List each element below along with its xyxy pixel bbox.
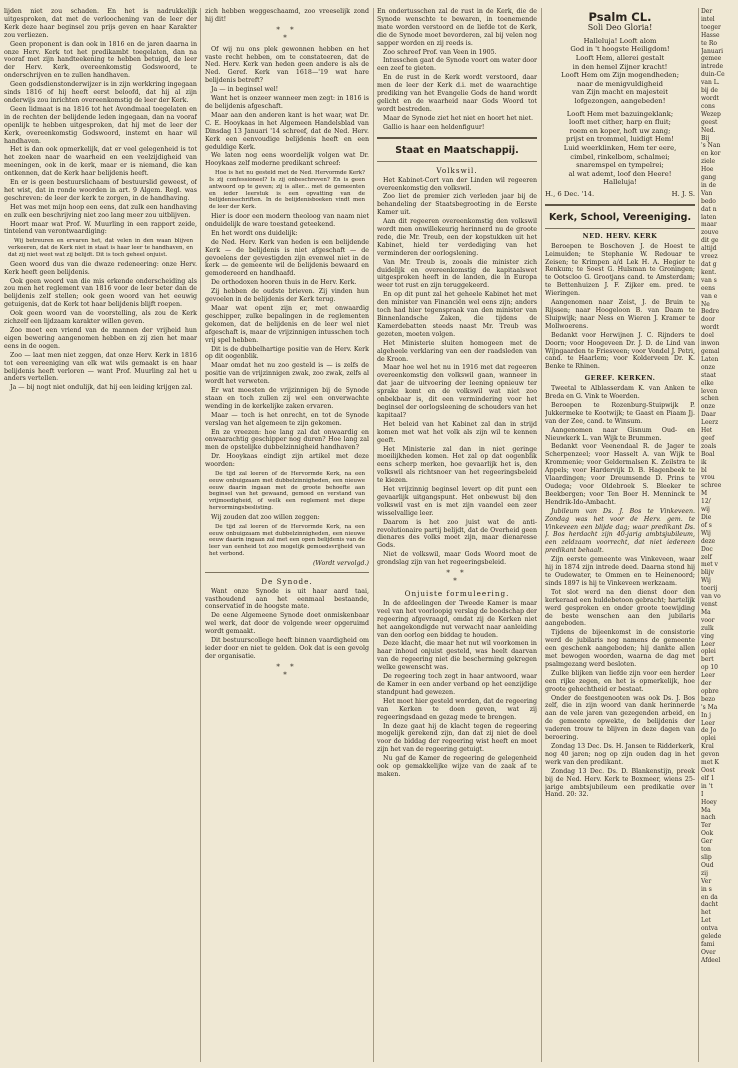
fragment-line: op 10 bbox=[701, 664, 718, 672]
paragraph: Zoo liet de premier zich verleden jaar bij de behandeling der Staatsbegrooting in de Eerste Kamer uit. bbox=[377, 193, 537, 217]
paragraph: Ja — bij nogt niet ondulijk, dat hij een leiding krijgen zal. bbox=[10, 384, 193, 392]
paragraph: Daarom is het zoo juist wat de anti-revolutionaire partij belijdt, dat de Overheid geen dienares des volks moet zijn, maar dienaresse Gods. bbox=[377, 518, 537, 550]
paragraph: Tot slot werd na den dienst door den kerkeraad een huldebetoon gebracht; hartelijk werd gesproken en onder groote toewijding de beste wenschen aan den jubilaris aangeboden. bbox=[545, 588, 695, 628]
paragraph: Intusschen gaat de Synode voort om water door een zeef te gieten. bbox=[377, 57, 537, 73]
fragment-line: van vo bbox=[701, 593, 721, 601]
psalm-line: Looft Hem met bazuingeklank; bbox=[566, 109, 674, 118]
paragraph: Dit is de dubbelhartige positie van de Herv. Kerk op dit oogenblik. bbox=[205, 345, 369, 361]
paragraph: Zijn eerste gemeente was Vinkeveen, waar hij in 1874 zijn intrede deed. Daarna stond hij te Oudewater, te Ommen en te Heinenoord; sinds 1897 is hij te Vinkeveen werkzaam. bbox=[545, 556, 695, 587]
fragment-line: zoals bbox=[701, 442, 717, 450]
paragraph: Aangenomen naar Gisnum Oud- en Nieuwkerk L. van Wijk te Brummen. bbox=[545, 426, 695, 442]
psalm-line: in den hemel Zijner kracht! bbox=[572, 62, 668, 71]
paragraph: Ook geen woord van de voorstelling, als zou de Kerk zichzelf een lijdzaam karakter willen geven. bbox=[4, 310, 197, 326]
fragment-line: Van bbox=[701, 189, 713, 197]
paragraph: Ja — in beginsel wel! bbox=[211, 86, 279, 94]
fragment-line: zouve bbox=[701, 229, 719, 237]
fragment-line: bezo bbox=[701, 695, 716, 703]
fragment-line: in s bbox=[701, 885, 712, 893]
paragraph: Geen woord dus van die dwaze redeneering: onze Herv. Kerk heeft geen belijdenis. bbox=[4, 260, 197, 276]
paragraph: En ondertusschen zal de rust in de Kerk, die de Synode wenschte te bewaren, in toenemende mate worden verstoord en de liefde tot de Kerk, die de Synode moet bevorderen, zal bij velen nog sapper worden en zij reeds is. bbox=[377, 8, 537, 47]
section-heading: Kerk, School, Vereeniging. bbox=[548, 211, 692, 223]
fragment-line: Leer bbox=[701, 640, 715, 648]
fragment-line: toerij bbox=[701, 585, 718, 593]
fragment-line: met K bbox=[701, 759, 720, 767]
fragment-line: schen bbox=[701, 395, 719, 403]
fragment-line: voor bbox=[701, 616, 715, 624]
psalm-date: H., 6 Dec. '14. bbox=[545, 189, 595, 198]
column-1 bbox=[4, 8, 197, 1062]
paragraph: En ze vreezen: hoe lang zal dat onwaardig en onwaarachtig geschipper nog duren? Hoe lang zal men de opstelijke dubbelzinnigheid handhaven? bbox=[205, 428, 369, 452]
fragment-line: wordt bbox=[701, 324, 719, 332]
psalm-line: Halleluja! bbox=[603, 178, 637, 187]
paragraph: Nu gaf de Kamer de regeering de gelegenheid ook op gemakkelijke wijze van de zaak af te maken. bbox=[377, 755, 537, 778]
fragment-line: bij de bbox=[701, 87, 718, 95]
fragment-line: Daar bbox=[701, 411, 716, 419]
paragraph: Maar — toch is het onrecht, en tot de Synode verslag van het algemeen te zijn gekomen. bbox=[205, 411, 369, 427]
column-5-cropped bbox=[701, 8, 738, 1062]
column-rule bbox=[698, 8, 699, 1062]
fragment-line: bedo bbox=[701, 197, 716, 205]
paragraph: Het was met mijn hoop een eens, dat zulk een handhaving en zulk een beschrijving niet zoo lang meer zou uitblijven. bbox=[4, 203, 197, 219]
column-rule bbox=[541, 8, 542, 1062]
fragment-line: Laten bbox=[701, 355, 719, 363]
fragment-line: eens bbox=[701, 284, 716, 292]
paragraph: zich hebben weggeschaamd, zoo vreeselijk zond hij dit! bbox=[205, 8, 369, 23]
fragment-line: van s bbox=[701, 276, 717, 284]
fragment-line: nach bbox=[701, 814, 716, 822]
psalm-verse bbox=[545, 110, 695, 187]
fragment-line: Kral bbox=[701, 743, 714, 751]
fragment-line: opbre bbox=[701, 687, 719, 695]
divider bbox=[545, 204, 695, 206]
fragment-line: Oost bbox=[701, 767, 716, 774]
paragraph: Zulke blijken van liefde zijn voor een herder een rijke zegen, en het is opmerkelijk, hoe groote gehechtheid er bestaat. bbox=[545, 669, 695, 693]
fragment-line: bl bbox=[701, 466, 707, 474]
fragment-line: in de bbox=[701, 181, 717, 189]
paragraph: Het moet hier gesteld worden, dat de regeering van Kerken te doen geven, wat zij regeeringsdaad en gezag mede te brengen. bbox=[377, 697, 537, 721]
fragment-line: bert bbox=[701, 656, 714, 664]
fragment-line: Hoe bbox=[701, 166, 714, 174]
fragment-line: gemee bbox=[701, 55, 722, 63]
psalm-line: al wat ademt, loof den Heere! bbox=[568, 169, 672, 178]
fragment-line: Hoey bbox=[701, 798, 717, 806]
fragment-line: ontva bbox=[701, 925, 718, 933]
fragment-line: Leer bbox=[701, 672, 715, 680]
paragraph: Onder de feestgenooten was ook Ds. J. Bos zelf, die in zijn woord van dank herinnerde aan de vele jaren van gezegenden arbeid, en de gemeente opwekte, de belijdenis der vaderen trouw te blijven in deze dagen van beroering. bbox=[545, 694, 695, 742]
fragment-line: der bbox=[701, 680, 712, 688]
paragraph: Het is dan ook opmerkelijk, dat er veel gelegenheid is tot het zoeken naar de waarheid en een veelzijdigheid van meeningen, ook in de kerk, maar er is niemand, die kan ontkennen, dat de Kerk haar belijdenis heeft. bbox=[4, 146, 197, 178]
fragment-line: vrou bbox=[701, 474, 715, 482]
fragment-line: Hasse bbox=[701, 31, 720, 39]
fragment-line: Ger bbox=[701, 838, 713, 846]
fragment-line: I bbox=[701, 790, 704, 798]
paragraph: Niet de volkswil, maar Gods Woord moet de grondslag zijn van het regeeringsbeleid. bbox=[377, 551, 537, 567]
fragment-line: Der bbox=[701, 8, 713, 15]
fragment-line: dat g bbox=[701, 261, 717, 268]
fragment-line: onze bbox=[701, 403, 716, 411]
paragraph: En de rust in de Kerk wordt verstoord, daar men de leer der Kerk d.i. met de waarachtige prediking van het Evangelie Gods de hand wordt gelicht en de waarheid naar Gods Woord tot wordt bestreden. bbox=[377, 74, 537, 113]
column-3 bbox=[377, 8, 537, 1062]
fragment-line: Afdeel bbox=[701, 956, 721, 964]
fragment-line: Ne bbox=[701, 300, 710, 308]
paragraph: De orthodoxen hooren thuis in de Herv. Kerk. bbox=[211, 279, 357, 287]
paragraph: Beroepen te Rozenburg-Stuipwijk P. Jukkermeke te Kootwijk; te Gaast en Piaam Jj. van der Zee, cand. te Winsum. bbox=[545, 401, 695, 425]
paragraph: Wij zouden dat zoo willen zeggen: bbox=[211, 513, 320, 521]
section-heading: Staat en Maatschappij. bbox=[395, 144, 519, 156]
continued-note: (Wordt vervolgd.) bbox=[312, 559, 369, 567]
paragraph: Maar omdat het nu zoo gesteld is — is zelfs de positie van de vrijzinnigen zwak, zoo zwak, zelfs al wordt het verweten. bbox=[205, 362, 369, 386]
fragment-line: deze bbox=[701, 537, 716, 545]
psalm-line: Halleluja! Looft alom bbox=[583, 36, 657, 45]
fragment-line: M bbox=[701, 490, 708, 498]
fragment-line: laten bbox=[701, 213, 717, 221]
fragment-line: oplei bbox=[701, 648, 716, 656]
fragment-line: ziele bbox=[701, 158, 716, 166]
fragment-line: fami bbox=[701, 940, 715, 948]
paragraph: Aan dit regeeren overeenkomstig den volkswil wordt men onwillekeurig herinnerd nu de groote rede, die Mr. Treub, een der kopstukken uit het Kabinet, hield ter verdediging van het verminderen der oorlogslening. bbox=[377, 218, 537, 257]
divider bbox=[377, 137, 537, 139]
fragment-line: Ma bbox=[701, 806, 711, 814]
fragment-line: door bbox=[701, 316, 715, 324]
fragment-line: Boal bbox=[701, 450, 715, 458]
article-heading: Volkswil. bbox=[436, 165, 478, 175]
fragment-line: Ook bbox=[701, 830, 714, 838]
paragraph: In deze gaat hij de klacht tegen de regeering mogelijk gerekend zijn, dan dat zij niet de doel voor de biddag der regeering wist heeft en moet zijn het van de regeering getuigt. bbox=[377, 722, 537, 754]
fragment-line: wordt bbox=[701, 94, 719, 102]
paragraph: Tweetal te Alblasserdam K. van Anken te Breda en G. Vink te Woerden. bbox=[545, 385, 695, 401]
paragraph: Aangenomen naar Zeist, J. de Bruin te Rijssen; naar Hoogeloon B. van Daam te Sluipwijk; naar Ness en Wieren J. Kramer te Mollwoerens. bbox=[545, 299, 695, 330]
fragment-line: geest bbox=[701, 118, 718, 126]
paragraph: Of wij nu ons plek gewonnen hebben en het vaste recht hebben, om te constateeren, dat de Ned. Herv. Kerk van heden geen andere is als de Ned. Geref. Kerk van 1618—'19 wat hare belijdenis betreft? bbox=[205, 45, 369, 85]
psalm-line: looft met cither, harp en fluit; bbox=[569, 118, 671, 127]
section-divider: * * * bbox=[446, 569, 468, 585]
psalm-line: snaremspel en tympelrei; bbox=[576, 161, 664, 170]
paragraph: En er is geen bestuurslichaam of bestuurslid geweest, of het wist, dat in ronde woorden in art. 9 Algem. Regl. was geschreven: de leer der kerk te zorgen, in de handhaving. bbox=[4, 179, 197, 202]
fragment-line: intel bbox=[701, 15, 715, 23]
paragraph: Bedankt voor Herwijnen J. C. Rijnders te Doorn; voor Hoogeveen Dr. J. D. de Lind van Wijngaarden te Friesveen; voor Vondel J. Petri, cand. te Haarlem; voor Kolderveen Dr. K. Benke te Rhinen. bbox=[545, 331, 695, 371]
fragment-line: elke bbox=[701, 379, 714, 387]
quotation: De tijd zal leeren of de Hervormde Kerk, na een eeuw onbuigzaam met dubbelzinnigheden, een nieuwe eeuw daarin ingaan zal met een open belijdenis van de leer van eenheid tot zoo mogelijk gemoedsvrijheid van het verbond. bbox=[209, 523, 365, 557]
fragment-line: te Ro bbox=[701, 39, 717, 47]
paragraph: Het Ministerie zal dan in niet geringe moeilijkheden komen. Het zal op dat oogenblik eens scherp merken, hoe gevaarlijk het is, den volkswil als richtsnoer van het regeeringsbeleid te kiezen. bbox=[377, 445, 537, 485]
fragment-line: in 't bbox=[701, 782, 713, 790]
paragraph: Want het is onzeer wanneer men zegt: in 1816 is de belijdenis afgeschaft. bbox=[205, 95, 369, 110]
quotation: Wij betreuren en ervaren het, dat velen in den waan blijven verkeeren, dat de Kerk niet in staat is haar leer te handhaven, en dat zij niet weet wat zij belijdt. Dit is toch geheel onjuist. bbox=[8, 238, 193, 258]
fragment-line: intrede bbox=[701, 63, 724, 71]
paragraph: Het beleid van het Kabinet zal dan in strijd komen met wat het volk als zijn wil te kennen geeft. bbox=[377, 420, 537, 444]
psalm-subtitle: Soli Deo Gloria! bbox=[587, 22, 653, 32]
fragment-line: inwon bbox=[701, 340, 720, 348]
fragment-line: schree bbox=[701, 482, 722, 490]
fragment-line: ton bbox=[701, 846, 711, 854]
paragraph: Maar hoe wel het nu in 1916 met dat regeeren overeenkomstig den volkswil gaan, wanneer in dat jaar de uitvoering der leening opnieuw ter sprake komt en de volkswil wat niet zoo onbekbaar is, dit een vermindering voor het beginsel der oorlogsleening de schouders van het kapitaal? bbox=[377, 364, 537, 419]
paragraph: Dit bestuurscollege heeft binnen vaardigheid om ieder door en niet te gelden. Ook dat is een gevolg der organisatie. bbox=[205, 637, 369, 660]
section-divider: * * * bbox=[276, 25, 298, 42]
fragment-line: Bij bbox=[701, 134, 710, 142]
fragment-line: dat n bbox=[701, 205, 717, 213]
fragment-line: en kor bbox=[701, 150, 721, 158]
fragment-line: toeger bbox=[701, 23, 721, 31]
fragment-line: Ver bbox=[701, 877, 712, 885]
psalm-line: Looft Hem om Zijn mogendheden; bbox=[561, 71, 679, 80]
psalm-line: God in 't hoogste Heiligdom! bbox=[570, 45, 670, 54]
psalm-title: Psalm CL. bbox=[588, 10, 652, 24]
fragment-line: van L. bbox=[701, 79, 720, 87]
paragraph: Hier is door een modern theoloog van naam niet onduidelijk de ware toestand geteekend. bbox=[205, 213, 369, 228]
subsection-heading: GEREF. KERKEN. bbox=[584, 374, 656, 383]
paragraph: We laten nog eens woordelijk volgen wat Dr. Hooykaas zelf moderne predikant schreef: bbox=[205, 152, 369, 168]
fragment-line: Let bbox=[701, 917, 711, 925]
paragraph: de Ned. Herv. Kerk van heden is een belijdende Kerk — de belijdenis is niet afgeschaft — de gevoelens der gevestigden zijn evenwel niet in de kerk — de gemeente wil de belijdenis bewaard en gemodereerd en handhaafd. bbox=[205, 238, 369, 278]
fragment-line: dacht bbox=[701, 901, 719, 909]
paragraph: En het wordt ons duidelijk: bbox=[211, 229, 298, 237]
psalm-signature bbox=[545, 191, 695, 199]
fragment-line: Wij bbox=[701, 529, 711, 537]
column-rule bbox=[200, 8, 201, 1062]
fragment-line: Ter bbox=[701, 822, 711, 830]
fragment-line: Ma bbox=[701, 608, 711, 616]
paragraph: Zoo moet een vriend van de mannen der vrijheid hun eigen bewering aangenomen hebben en zij zien het maar eens in de oogen. bbox=[4, 327, 197, 350]
fragment-line: Over bbox=[701, 948, 716, 956]
paragraph: Beroepen te Boschoven J. de Hoest te Leimuiden; te Stephanie W. Redouar te Zeisen; te Krimpen a/d Lek H. A. Hegier te Renkum; te Soest G. Hulsman te Groningen; te Ootscloo G. Grootjans cand. te Amsterdam; te Bettenhuizen J. F. Zijker em. pred. te Wieringen. bbox=[545, 242, 695, 298]
paragraph: De regeering toch zegt in haar antwoord, waar de Kamer in een ander verband op het eenzijdige standpunt had gewezen. bbox=[377, 673, 537, 696]
fragment-line: gemal bbox=[701, 347, 720, 355]
fragment-line: van e bbox=[701, 292, 718, 300]
psalm-line: lofgezongen, aangebeden! bbox=[574, 96, 666, 105]
paragraph: Want onze Synode is uit haar aard taai, vasthoudend aan het eenmaal bestaande, conservatief in de hoogste mate. bbox=[205, 587, 369, 611]
quotation: De tijd zal leeren of de Hervormde Kerk, na een eeuw onbuigzaam met dubbelzinnigheden, een nieuwe eeuw daarin ingaan met de groote behoefte aan beginsel van het gewaand, gemoed en verstand van vrijmoedigheid, of welk een reglement met diepe hervormingsbeslisting. bbox=[209, 471, 365, 512]
fragment-line: zelf bbox=[701, 553, 712, 561]
psalm-line: Luid weerklinken, Hem ter eere, bbox=[563, 143, 677, 152]
paragraph: Geen lidmaat is na 1816 tot het Avondmaal toegelaten en in de rechten der belijdende leden ingegaan, dan na vooraf openlijk te hebben uitgesproken, dat hij met de leer der Kerk, overeenkomstig Godswoord, instemt en haar wil handhaven. bbox=[4, 105, 197, 145]
fragment-line: onze bbox=[701, 363, 716, 371]
fragment-line: blijv bbox=[701, 569, 714, 577]
paragraph: Bedankt voor Veenendaal R. de Jager te Scherpenzeel; voor Hasselt A. van Wijk te Krommenie; voor Geldermalsen K. Zeilstra te Appels; voor Hardervijk D. B. Hagenbeek te Vlaardingen; voor Dreumsende D. Prins te Oudega; voor Oldebroek S. Bleeker te Beekbergen; voor Ten Boer H. Menninck te Hendrik-Ido-Ambacht. bbox=[545, 443, 695, 506]
fragment-line: staat bbox=[701, 371, 717, 379]
paragraph: Tijdens de bijeenkomst in de consistorie werd de jubilaris nog namens de gemeente een geschenk aangeboden; hij dankte allen met bewogen woorden, waarna de dag met psalmgezang werd besloten. bbox=[545, 629, 695, 668]
article-heading: Onjuiste formuleering. bbox=[404, 588, 510, 598]
psalm-initials: H. J. S. bbox=[671, 189, 695, 198]
fragment-line: 12/ bbox=[701, 498, 711, 506]
fragment-line: kent. bbox=[701, 268, 717, 276]
psalm-line: van Zijn macht en majesteit bbox=[572, 88, 668, 97]
paragraph: lijden niet zou schaden. En het is nadrukkelijk uitgesproken, dat met de verloochening van de leer der Kerk deze haar beginsel zou prijs geven en haar Karakter zou verliezen. bbox=[4, 8, 197, 39]
fragment-line: 's Ma bbox=[701, 703, 718, 711]
divider bbox=[377, 161, 537, 162]
fragment-line: venst bbox=[701, 600, 718, 608]
psalm-line: cimbel, rinkelbom, schalmei; bbox=[570, 152, 670, 161]
psalm-line: Looft Hem, allerei gestalt bbox=[575, 54, 665, 62]
fragment-line: het bbox=[701, 909, 711, 917]
fragment-line: ik bbox=[701, 458, 707, 466]
fragment-line: zulk bbox=[701, 624, 714, 632]
fragment-line: 's Nan bbox=[701, 142, 721, 150]
fragment-line: ving bbox=[701, 632, 715, 640]
paragraph: In de afdeelingen der Tweede Kamer is maar veel van het voorloopig verslag de boodschap der regeering afgevraagd, omdat zij de Kerken niet het aangekondigde nut verwacht naar aanleiding van den oorlog een biddag te houden. bbox=[377, 599, 537, 639]
fragment-line: cons bbox=[701, 102, 715, 110]
paragraph: Ook geen woord van die mis erkende onderscheiding als zou men het reglement van 1816 voor de leer beter dan de belijdenis zelf stellen; ook geen woord van het eeuwig getuigenis, dat de Kerk tot haar belijdenis blijft roepen. bbox=[4, 277, 197, 309]
fragment-line: zij bbox=[701, 869, 708, 877]
column-4 bbox=[545, 8, 695, 1062]
fragment-line: Leer bbox=[701, 719, 715, 727]
fragment-line: Die bbox=[701, 514, 712, 521]
fragment-line: Leerz bbox=[701, 419, 719, 427]
paragraph: Zondag 13 Dec. Ds. H. Jansen te Ridderkerk, nog 40 jaren; nog op zijn ouden dag in het werk van den predikant. bbox=[545, 743, 695, 766]
fragment-line: gevon bbox=[701, 751, 720, 759]
fragment-line: Wezep bbox=[701, 110, 721, 118]
paragraph: Het Ministerie sluiten homogeen met de algeheele verklaring van een der raadsleden van de Kroon. bbox=[377, 339, 537, 363]
fragment-line: dit ge bbox=[701, 237, 719, 245]
psalm-line: roem en koper, hoft uw zang; bbox=[569, 126, 671, 135]
fragment-line: wij bbox=[701, 506, 710, 514]
paragraph: Maar de Synode ziet het niet en hoort het niet. bbox=[383, 114, 534, 122]
fragment-line: doel bbox=[701, 332, 714, 340]
paragraph: Het vrijzinnig beginsel levert op dit punt een gevaarlijk uitgangspunt. Het onbewust bij den volkswil vast en is met zijn vaandel een zeer wisselvallige leer. bbox=[377, 486, 537, 517]
paragraph: Geen proponent is dan ook in 1816 en de jaren daarna in onze Herv. Kerk tot het predikambt toegelaten, dan na vooraf met zijn handteekening te hebben betuigd, de leer der Herv. Kerk, overeenkomstig Godswoord, te onderschrijven en te zullen handhaven. bbox=[4, 40, 197, 80]
fragment-line: leven bbox=[701, 387, 718, 395]
fragment-line: Doc bbox=[701, 545, 713, 553]
paragraph: Maar wat opent zijn er, met onwaardig geschipper, zulke bepalingen in de reglementen gekomen, dat de belijdenis en de leer wel niet afgeschaft is, maar de vrijzinnigen intusschen toch vrij spel hebben. bbox=[205, 304, 369, 344]
psalm-line: prijst en trommel, luidigt Hem! bbox=[566, 135, 674, 144]
fragment-line: altijd bbox=[701, 245, 717, 253]
fragment-line: of s bbox=[701, 521, 712, 529]
paragraph: En op dit punt zal het geheele Kabinet het met den minister van Financiën wel eens zijn; anders toch had hier tegenspraak van den minister van Binnenlandsche Zaken, die tijdens de Kamerdebatten steeds naast Mr. Treub was gezeten, moeten volgen. bbox=[377, 291, 537, 338]
fragment-line: maar bbox=[701, 221, 717, 229]
paragraph: Zoo — laat men niet zeggen, dat onze Herv. Kerk in 1816 tot een vereeniging van elk wat wils gemaakt is en haar belijdenis heeft verloren — want Prof. Muurling zal het u anders vertellen. bbox=[4, 351, 197, 383]
paragraph: Gallio is haar een heldenfiguur! bbox=[383, 123, 485, 131]
fragment-line: Oud bbox=[701, 861, 714, 869]
fragment-line: Bedre bbox=[701, 308, 720, 316]
paragraph: Er wat moesten de vrijzinnigen bij de Synode staan en toch zullen zij wel een onverwachte wending in de kerkelijke zaken ervaren. bbox=[205, 387, 369, 410]
fragment-line: vreez bbox=[701, 253, 718, 261]
subsection-heading: NED. HERV. KERK bbox=[582, 231, 658, 240]
psalm-line: naar de menigvuldigheid bbox=[577, 79, 663, 88]
fragment-line: Het bbox=[701, 427, 713, 435]
paragraph: Het Kabinet-Cort van der Linden wil regeeren overeenkomstig den volkswil. bbox=[377, 176, 537, 192]
psalm-verse bbox=[545, 37, 695, 106]
column-rule bbox=[373, 8, 374, 1062]
divider bbox=[545, 228, 695, 229]
fragment-line: en da bbox=[701, 893, 718, 901]
fragment-line: slip bbox=[701, 853, 712, 861]
fragment-line: Januari bbox=[701, 47, 724, 55]
paragraph: Deze klacht, die maar het nut wil voorkomen in haar inhoud onjuist gesteld, was heelt daarvan van de regeering niet die bescherming gekregen welke gewenscht was. bbox=[377, 640, 537, 672]
fragment-line: elf 1 bbox=[701, 774, 715, 782]
section-heading: De Synode. bbox=[261, 576, 313, 586]
fragment-line: de Jo bbox=[701, 727, 717, 735]
fragment-line: Ned. bbox=[701, 126, 716, 134]
section-divider: * * * bbox=[276, 662, 298, 679]
fragment-line: In j bbox=[701, 711, 712, 719]
quotation: Hoe is het nu gesteld met de Ned. Hervormde Kerk? Is zij confessioneel? Is zij onbeschreven? En is geen antwoord op te geven; zij is aller... met de gemeenten en ieder leerstuk is een opvatting van de belijdenisschriften. In de belijdenisboeken vindt men de leer der Kerk. bbox=[209, 170, 365, 211]
fragment-line: gelede bbox=[701, 933, 722, 941]
fragment-line: Wij bbox=[701, 577, 711, 585]
fragment-line: oplei bbox=[701, 735, 716, 743]
column-2 bbox=[205, 8, 369, 1062]
divider bbox=[205, 572, 369, 573]
fragment-line: met v bbox=[701, 561, 718, 569]
paragraph: Zij hebben de oudste brieven. Zij vinden hun gevoelen in de belijdenis der Kerk terug. bbox=[205, 288, 369, 304]
fragment-line: duin-Ce bbox=[701, 71, 725, 79]
paragraph: Geen godsdienstonderwijzer is in zijn werkkring ingegaan sinds 1816 of hij heeft eerst beloofd, dat hij al zijn onderwijs zou inrichten overeenkomstig de leer der Kerk. bbox=[4, 81, 197, 104]
paragraph: Dr. Hooykaas eindigt zijn artikel met deze woorden: bbox=[205, 453, 369, 469]
paragraph: Maar aan den anderen kant is het waar, wat Dr. C. E. Hooykaas in het Algemeen Handelsblad van Dinsdag 13 Januari '14 schreef, dat de Ned. Herv. Kerk een eenvoudige belijdenis heeft en een geduldige Kerk. bbox=[205, 111, 369, 151]
paragraph: Hoort maar wat Prof. W. Muurling in een rapport zeide, tintelend van verontwaardiging: bbox=[4, 220, 197, 236]
paragraph: Jubileum van Ds. J. Bos te Vinkeveen. Zondag was het voor de Herv. gem. te Vinkeveen een blijde dag; waar predikant Ds. J. Bos herdacht zijn 40-jarig ambtsjubileum, een zeldzaam voorrecht, dat niet iedereen predikant behaalt. bbox=[545, 507, 695, 555]
paragraph: Van Mr. Treub is, zooals die minister zich duidelijk en overeenkomstig de kapitaalswet uitgesproken heeft in de landen, die in Europa weer tot rust en zijn teruggekeerd. bbox=[377, 258, 537, 290]
fragment-line: gang bbox=[701, 174, 717, 182]
paragraph: Zoo schreef Prof. van Veen in 1905. bbox=[383, 48, 497, 56]
fragment-line: geef bbox=[701, 434, 715, 442]
paragraph: De eene Algemeene Synode doet onmiskenbaar wel werk, dat door de volgende weer opgeruimd wordt gemaakt. bbox=[205, 612, 369, 636]
paragraph: Zondag 13 Dec. Ds. D. Blankenstijn, preek bij de Ned. Herv. Kerk te Boxmeer, wiens 25-jarige ambtsjubileum een predikatie over Hand. 20: 32. bbox=[545, 767, 695, 799]
